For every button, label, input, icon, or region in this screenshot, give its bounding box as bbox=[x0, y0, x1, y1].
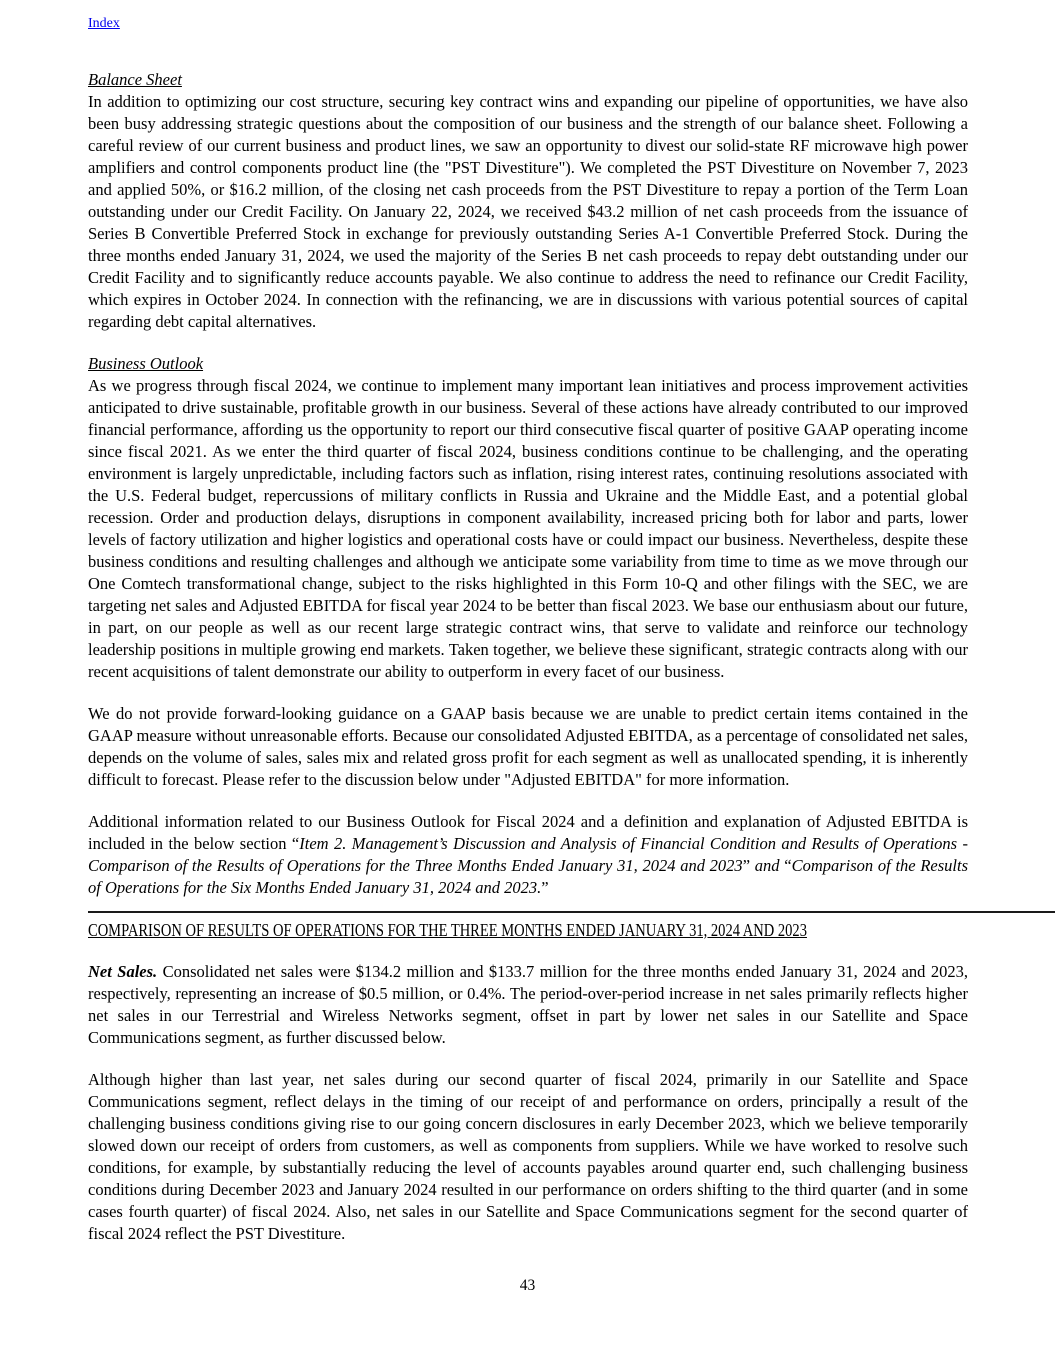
business-outlook-heading: Business Outlook bbox=[88, 354, 204, 373]
page-number: 43 bbox=[519, 1277, 536, 1294]
net-sales-text: Consolidated net sales were $134.2 million and $133.7 million for the three months ended January 31, 2024 and 2023, respectively, representing an increase of $0.5 million, or 0.4%. The period-over-period increase in net sales primarily reflects higher net sales in our Terrestrial and Wireless Networks segment, offset in part by lower net sales in our Satellite and Space Communications segment, as further discussed below. bbox=[88, 962, 968, 1047]
quote-open: “ bbox=[779, 856, 792, 875]
index-link[interactable]: Index bbox=[88, 16, 120, 31]
quote-close: ” bbox=[742, 856, 755, 875]
balance-sheet-heading: Balance Sheet bbox=[88, 70, 182, 89]
business-outlook-paragraph: As we progress through fiscal 2024, we continue to implement many important lean initiatives and process improvement activities anticipated to drive sustainable, profitable growth in our business. Several of these actions have already contributed to our improved financial performance, affording us the opportunity to report our third consecutive fiscal quarter of positive GAAP operating income since fiscal 2021. As we enter the third quarter of fiscal 2024, business conditions continue to be challenging, and the operating environment is largely unpredictable, including factors such as inflation, rising interest rates, continuing resolutions associated with the U.S. Federal budget, repercussions of military conflicts in Russia and Ukraine and the Middle East, and a potential global recession. Order and production delays, disruptions in component availability, increased pricing both for labor and parts, lower levels of factory utilization and higher logistics and operational costs have or could impact our business. Nevertheless, despite these business conditions and resulting challenges and although we anticipate some variability from time to time as we move through our One Comtech transformational change, subject to the risks highlighted in this Form 10-Q and other filings with the SEC, we are targeting net sales and Adjusted EBITDA for fiscal year 2024 to be better than fiscal 2023. We base our enthusiasm about our future, in part, on our people as well as our recent large strategic contract wins, that serve to validate and reinforce our technology leadership positions in multiple growing end markets. Taken together, we believe these significant, strategic contracts along with our recent acquisitions of talent demonstrate our ability to outperform in every facet of our business. bbox=[88, 376, 968, 681]
and-connector: and bbox=[754, 856, 780, 875]
orders-delay-paragraph: Although higher than last year, net sales during our second quarter of fiscal 2024, primarily in our Satellite and Space Communications segment, reflect delays in the timing of our receipt of and performance on orders, principally a result of the challenging business conditions giving rise to our going concern disclosures in early December 2023, which we believe temporarily slowed down our receipt of orders from customers, as well as components from suppliers. While we have worked to resolve such conditions, for example, by substantially reducing the level of accounts payables around quarter end, such challenging business conditions during December 2023 and January 2024 resulted in our performance on orders shifting to the third quarter (and in some cases fourth quarter) of fiscal 2024. Also, net sales in our Satellite and Space Communications segment for the second quarter of fiscal 2024 reflect the PST Divestiture. bbox=[88, 1070, 968, 1243]
six-months-citation: Comparison of the Results of Operations for the Six Months Ended January 31, 2024 and 2023. bbox=[88, 856, 969, 897]
comparison-heading: COMPARISON OF RESULTS OF OPERATIONS FOR THE THREE MONTHS ENDED JANUARY 31, 2024 AND 2023 bbox=[88, 920, 807, 940]
net-sales-paragraph bbox=[88, 961, 968, 1049]
item2-citation: Item 2. Management’s Discussion and Analysis of Financial Condition and Results of Operations - Comparison of the Results of Operations for the Three Months Ended January 31, 2024 and 2023 bbox=[88, 834, 968, 875]
guidance-paragraph: We do not provide forward-looking guidance on a GAAP basis because we are unable to predict certain items contained in the GAAP measure without unreasonable efforts. Because our consolidated Adjusted EBITDA, as a percentage of consolidated net sales, depends on the volume of sales, sales mix and related gross profit for each segment as well as unallocated spending, it is inherently difficult to forecast. Please refer to the discussion below under "Adjusted EBITDA" for more information. bbox=[88, 704, 968, 789]
net-sales-lead: Net Sales. bbox=[88, 962, 158, 981]
additional-info-text: Additional information related to our Business Outlook for Fiscal 2024 and a definition and explanation of Adjusted EBITDA is included in the below section “ bbox=[88, 812, 968, 853]
section-divider bbox=[88, 911, 1055, 913]
additional-info-paragraph bbox=[88, 811, 968, 899]
quote-close-final: ” bbox=[541, 878, 549, 897]
balance-sheet-paragraph: In addition to optimizing our cost structure, securing key contract wins and expanding our pipeline of opportunities, we have also been busy addressing strategic questions about the composition of our business and the strength of our balance sheet. Following a careful review of our current business and product lines, we saw an opportunity to divest our solid-state RF microwave high power amplifiers and control components product line (the "PST Divestiture"). We completed the PST Divestiture on November 7, 2023 and applied 50%, or $16.2 million, of the closing net cash proceeds from the PST Divestiture to repay a portion of the Term Loan outstanding under our Credit Facility. On January 22, 2024, we received $43.2 million of net cash proceeds from the issuance of Series B Convertible Preferred Stock in exchange for previously outstanding Series A-1 Convertible Preferred Stock. During the three months ended January 31, 2024, we used the majority of the Series B net cash proceeds to repay debt outstanding under our Credit Facility and to significantly reduce accounts payable. We also continue to address the need to refinance our Credit Facility, which expires in October 2024. In connection with the refinancing, we are in discussions with various potential sources of capital regarding debt capital alternatives. bbox=[88, 92, 968, 331]
